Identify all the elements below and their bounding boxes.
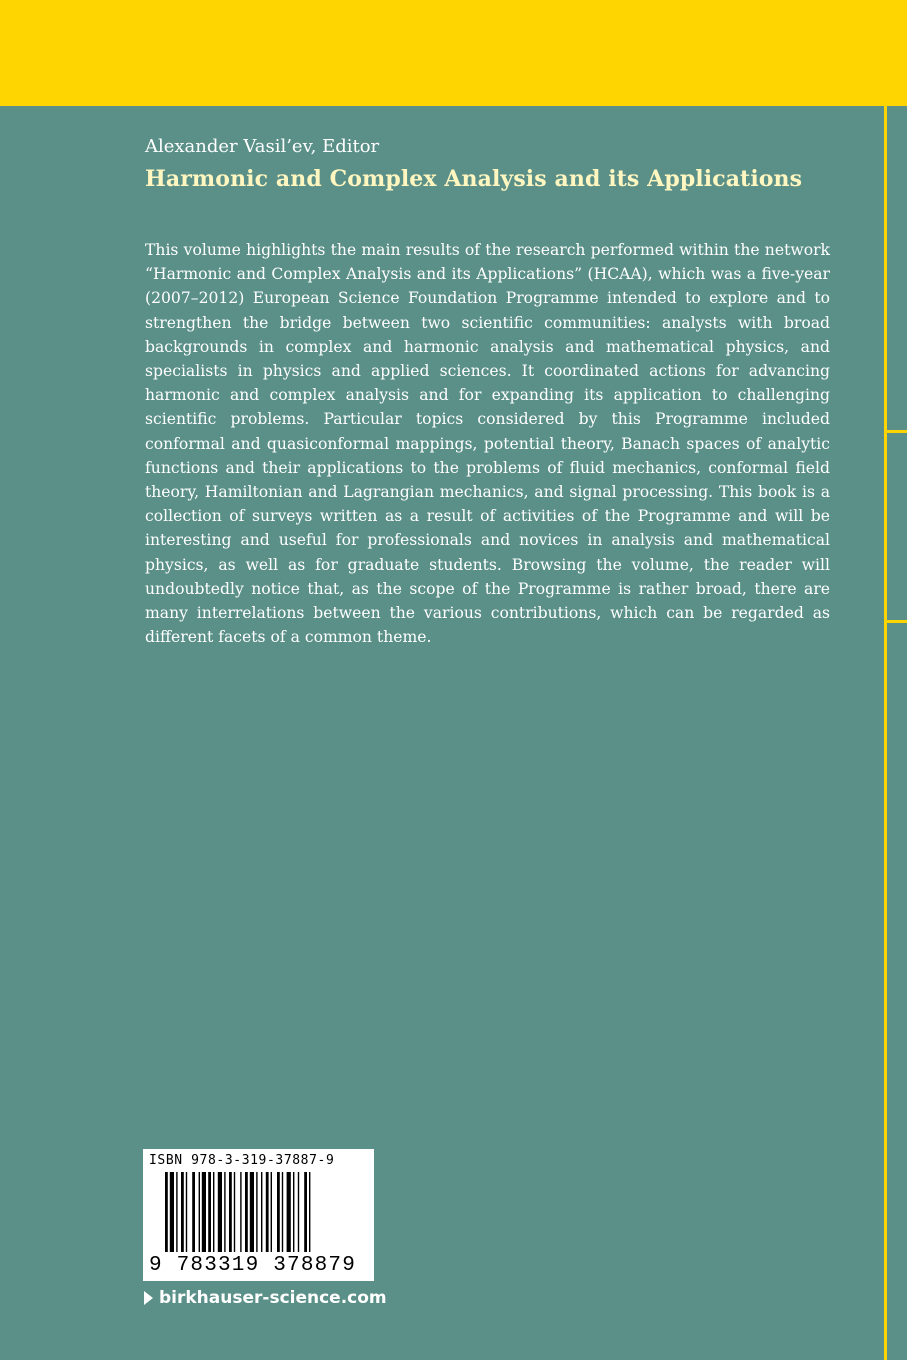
spine-edge-line [884, 106, 887, 1360]
spine-edge-tick [884, 620, 907, 623]
barcode-bars [143, 1170, 374, 1254]
barcode-digits: 9 783319 378879 [149, 1254, 357, 1277]
publisher-url: birkhauser-science.com [159, 1288, 387, 1308]
arrow-right-icon [144, 1291, 153, 1305]
top-color-band [0, 0, 907, 106]
isbn-barcode [143, 1149, 374, 1281]
book-title: Harmonic and Complex Analysis and its Applications [145, 166, 803, 192]
editor-name: Alexander Vasil’ev, Editor [145, 136, 380, 157]
isbn-label: ISBN 978-3-319-37887-9 [149, 1153, 335, 1168]
spine-edge-tick [884, 430, 907, 433]
book-description: This volume highlights the main results of the research performed within the network “Harmonic and Complex Analysis and its Applications” (HCAA), which was a five-year (2007–2012) European Science Foundation Programme intended to explore and to strengthen the bridge between two scientific communities: analysts with broad backgrounds in complex and harmonic analysis and mathematical physics, and specialists in physics and applied sciences. It coordinated actions for advancing harmonic and complex analysis and for expanding its application to challenging scientific problems. Particular topics considered by this Programme included conformal and quasiconformal mappings, potential theory, Banach spaces of analytic functions and their applications to the problems of fluid mechanics, conformal field theory, Hamiltonian and Lagrangian mechanics, and signal processing. This book is a collection of surveys written as a result of activities of the Programme and will be interesting and useful for professionals and novices in analysis and mathematical physics, as well as for graduate students. Browsing the volume, the reader will undoubtedly notice that, as the scope of the Programme is rather broad, there are many interrelations between the various contributions, which can be regarded as different facets of a common theme. [145, 241, 830, 647]
publisher-link[interactable] [144, 1288, 387, 1308]
